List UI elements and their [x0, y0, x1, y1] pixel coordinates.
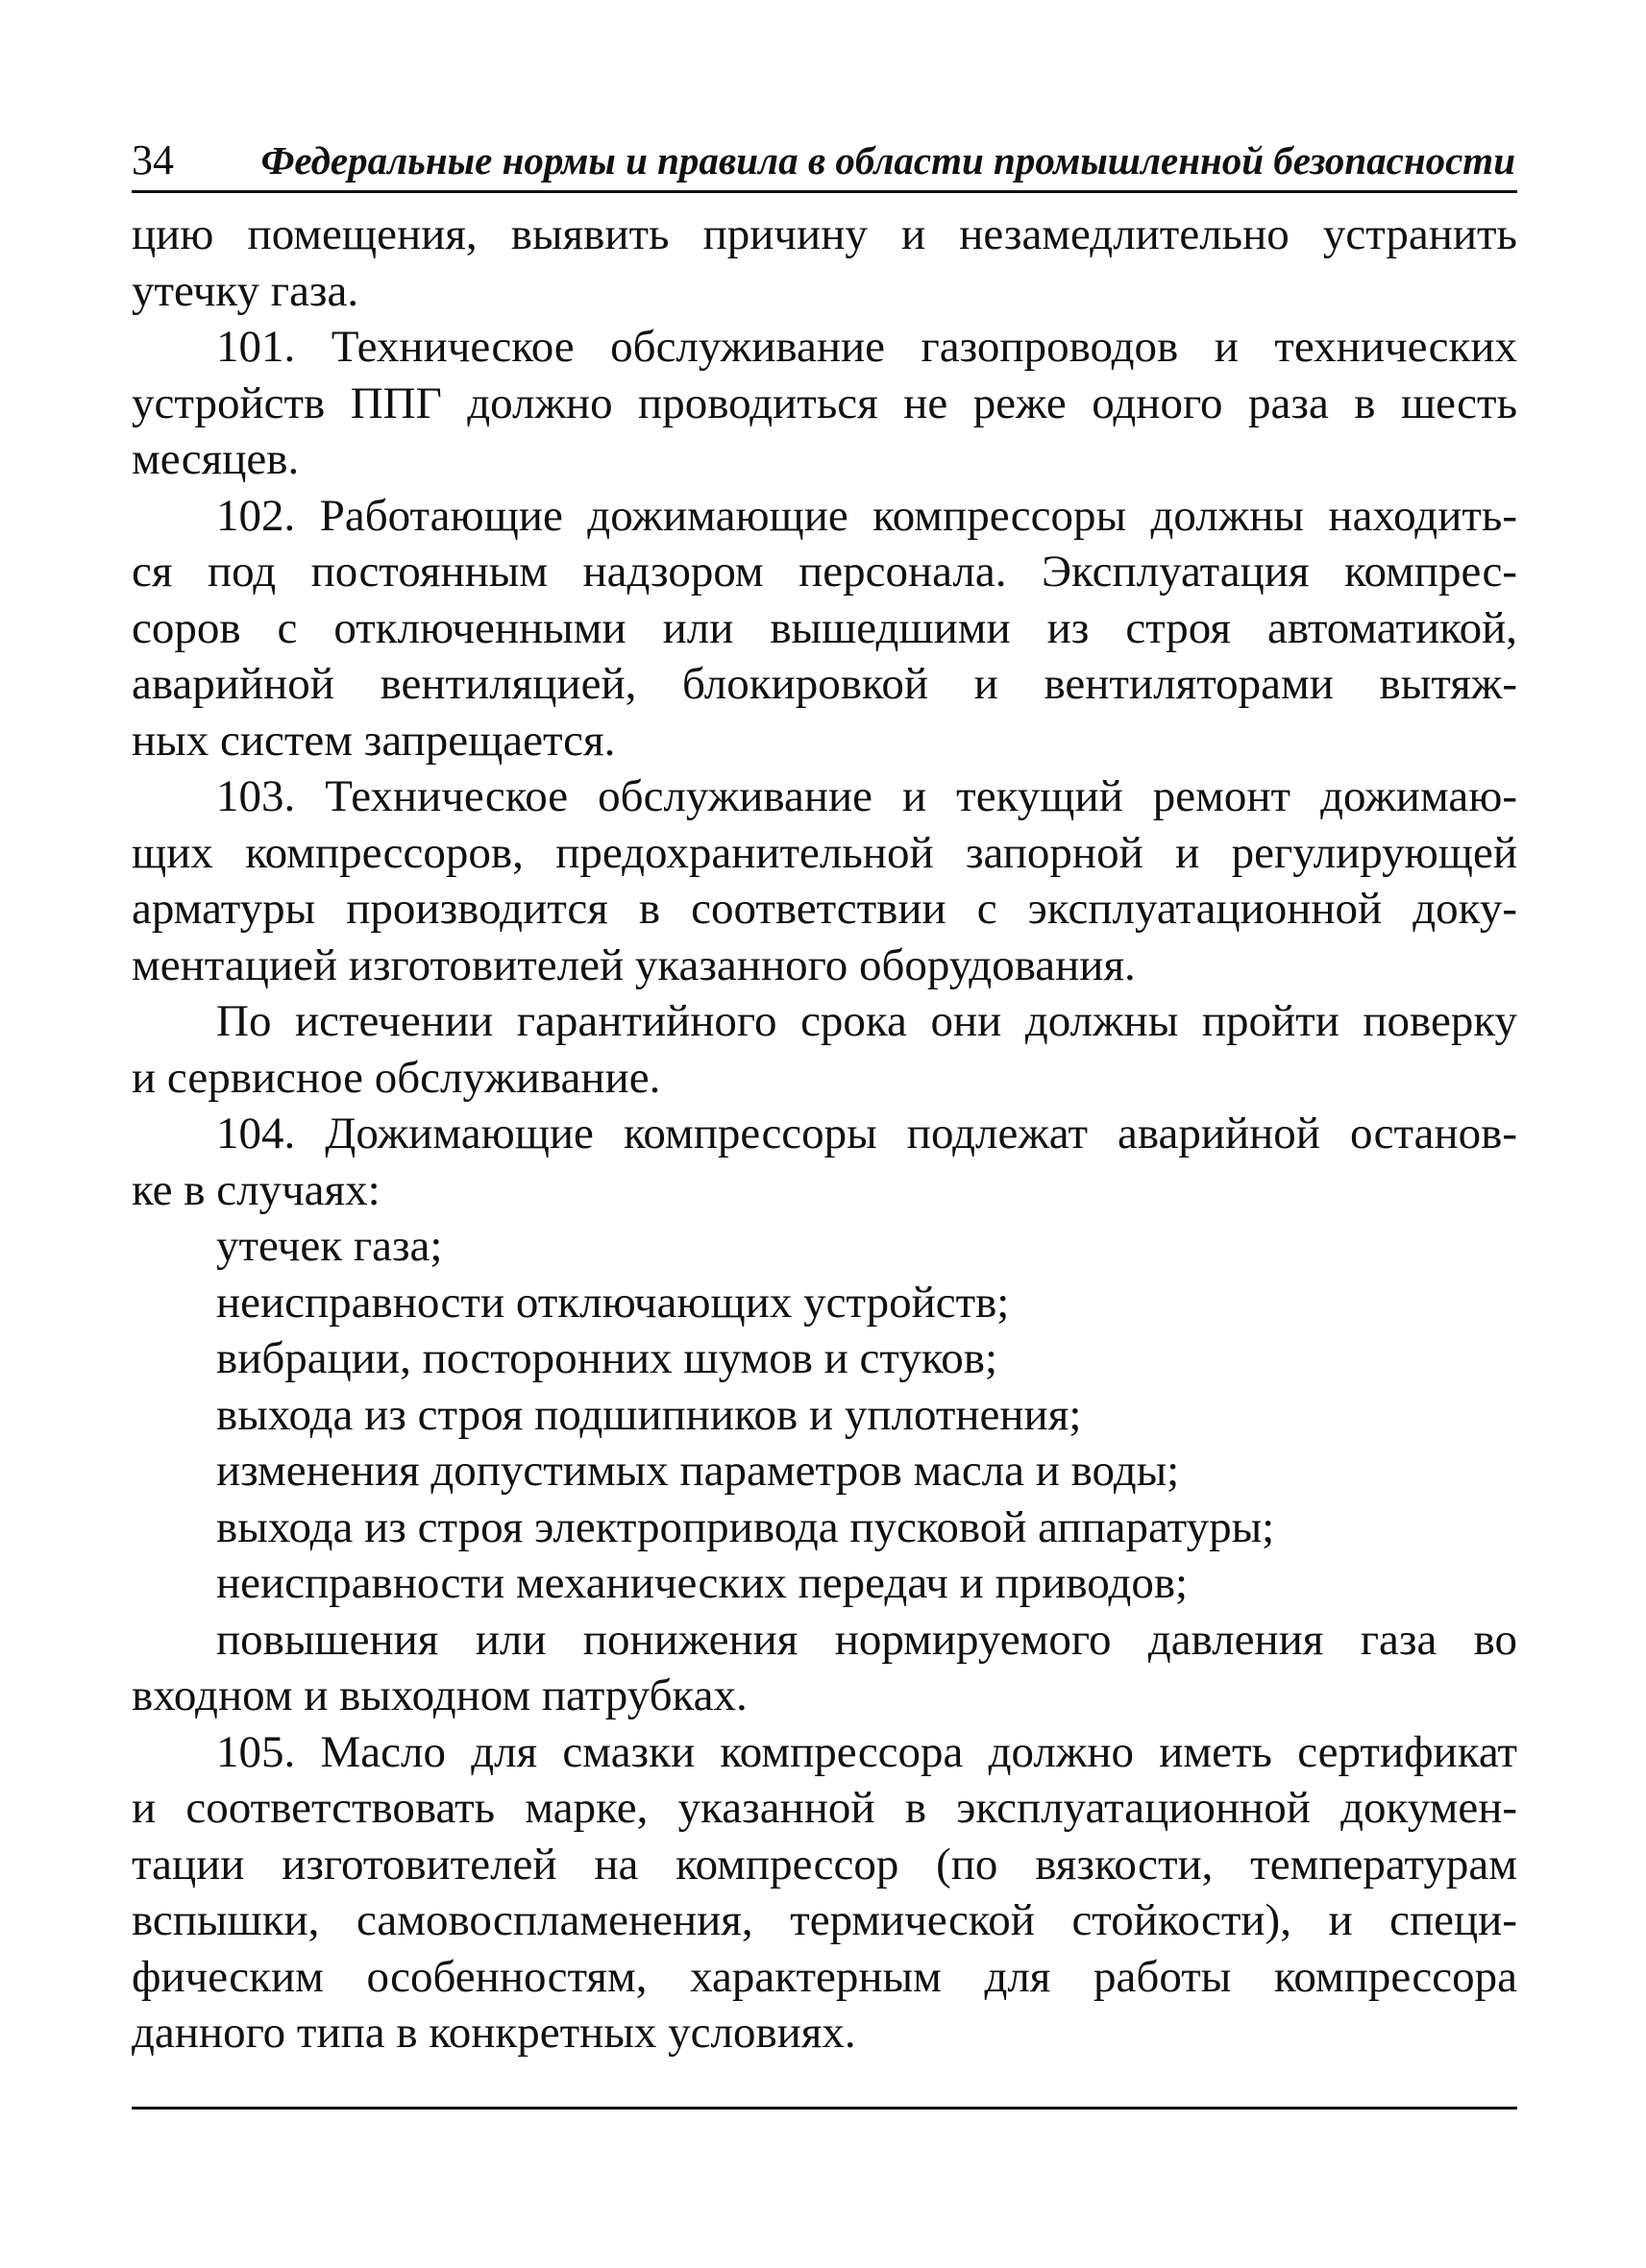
- running-header-title: Федеральные нормы и правила в области промышленной безопасности: [260, 138, 1515, 183]
- list-item-shutoff-faults: [132, 1275, 1517, 1331]
- text-line: 102. Работающие дожимающие компрессоры должны находить-: [216, 490, 1517, 541]
- list-item-vibration: [132, 1330, 1517, 1387]
- text-line: 101. Техническое обслуживание газопроводов и технических: [216, 322, 1517, 372]
- text-line: месяцев.: [132, 434, 300, 484]
- paragraph-103: [132, 768, 1517, 993]
- paragraph-continuation: [132, 207, 1517, 319]
- text-line: ке в случаях:: [132, 1164, 381, 1215]
- book-page: [132, 133, 1517, 2061]
- text-line: и сервисное обслуживание.: [132, 1052, 661, 1103]
- list-item-text: выхода из строя электропривода пусковой аппаратуры;: [216, 1501, 1275, 1552]
- list-item-text: повышения или понижения нормируемого давления газа во: [216, 1614, 1517, 1665]
- paragraph-101: [132, 319, 1517, 488]
- list-item-electric-drive: [132, 1500, 1517, 1556]
- text-line: устройств ППГ должно проводиться не реже одного раза в шесть: [132, 378, 1517, 428]
- text-line: данного типа в конкретных условиях.: [132, 2008, 856, 2058]
- paragraph-102: [132, 488, 1517, 769]
- list-item-text: неисправности механических передач и приводов;: [216, 1558, 1189, 1608]
- list-item-text: вибрации, посторонних шумов и стуков;: [216, 1333, 998, 1383]
- paragraph-104: [132, 1106, 1517, 1218]
- footer-divider: [132, 2107, 1517, 2109]
- text-line: арматуры производится в соответствии с эксплуатационной доку-: [132, 884, 1517, 934]
- list-item-gas-pressure: [132, 1612, 1517, 1724]
- body-text: [132, 207, 1517, 2061]
- list-item-gas-leaks: [132, 1218, 1517, 1275]
- text-line: ментацией изготовителей указанного оборудования.: [132, 939, 1136, 990]
- list-item-text: неисправности отключающих устройств;: [216, 1277, 1010, 1328]
- list-item-text: утечек газа;: [216, 1221, 443, 1271]
- text-line: цию помещения, выявить причину и незамедлительно устранить: [132, 209, 1517, 259]
- text-line: 105. Масло для смазки компрессора должно иметь сертификат: [216, 1726, 1517, 1777]
- running-header: [132, 133, 1517, 193]
- text-line: и соответствовать марке, указанной в эксплуатационной докумен-: [132, 1783, 1517, 1833]
- text-line: аварийной вентиляцией, блокировкой и вентиляторами вытяж-: [132, 659, 1517, 709]
- paragraph-103-warranty: [132, 993, 1517, 1106]
- list-item-text: входном и выходном патрубках.: [132, 1671, 748, 1720]
- text-line: По истечении гарантийного срока они должны пройти поверку: [216, 996, 1517, 1046]
- text-line: ных систем запрещается.: [132, 715, 616, 766]
- text-line: ся под постоянным надзором персонала. Эксплуатация компрес-: [132, 547, 1517, 597]
- text-line: соров с отключенными или вышедшими из строя автоматикой,: [132, 602, 1517, 653]
- list-item-mechanical-drives: [132, 1555, 1517, 1612]
- list-item-text: изменения допустимых параметров масла и воды;: [216, 1446, 1180, 1496]
- list-item-bearings: [132, 1387, 1517, 1444]
- text-line: вспышки, самовоспламенения, термической стойкости), и специ-: [132, 1895, 1517, 1945]
- list-item-oil-water-params: [132, 1443, 1517, 1500]
- text-line: 103. Техническое обслуживание и текущий ремонт дожимаю-: [216, 771, 1517, 821]
- text-line: щих компрессоров, предохранительной запорной и регулирующей: [132, 827, 1517, 878]
- list-item-text: выхода из строя подшипников и уплотнения;: [216, 1389, 1082, 1440]
- text-line: фическим особенностям, характерным для работы компрессора: [132, 1951, 1517, 2002]
- paragraph-105: [132, 1724, 1517, 2061]
- text-line: тации изготовителей на компрессор (по вязкости, температурам: [132, 1839, 1517, 1890]
- page-number: 34: [132, 136, 174, 183]
- text-line: утечку газа.: [132, 265, 359, 316]
- text-line: 104. Дожимающие компрессоры подлежат аварийной останов-: [216, 1109, 1517, 1158]
